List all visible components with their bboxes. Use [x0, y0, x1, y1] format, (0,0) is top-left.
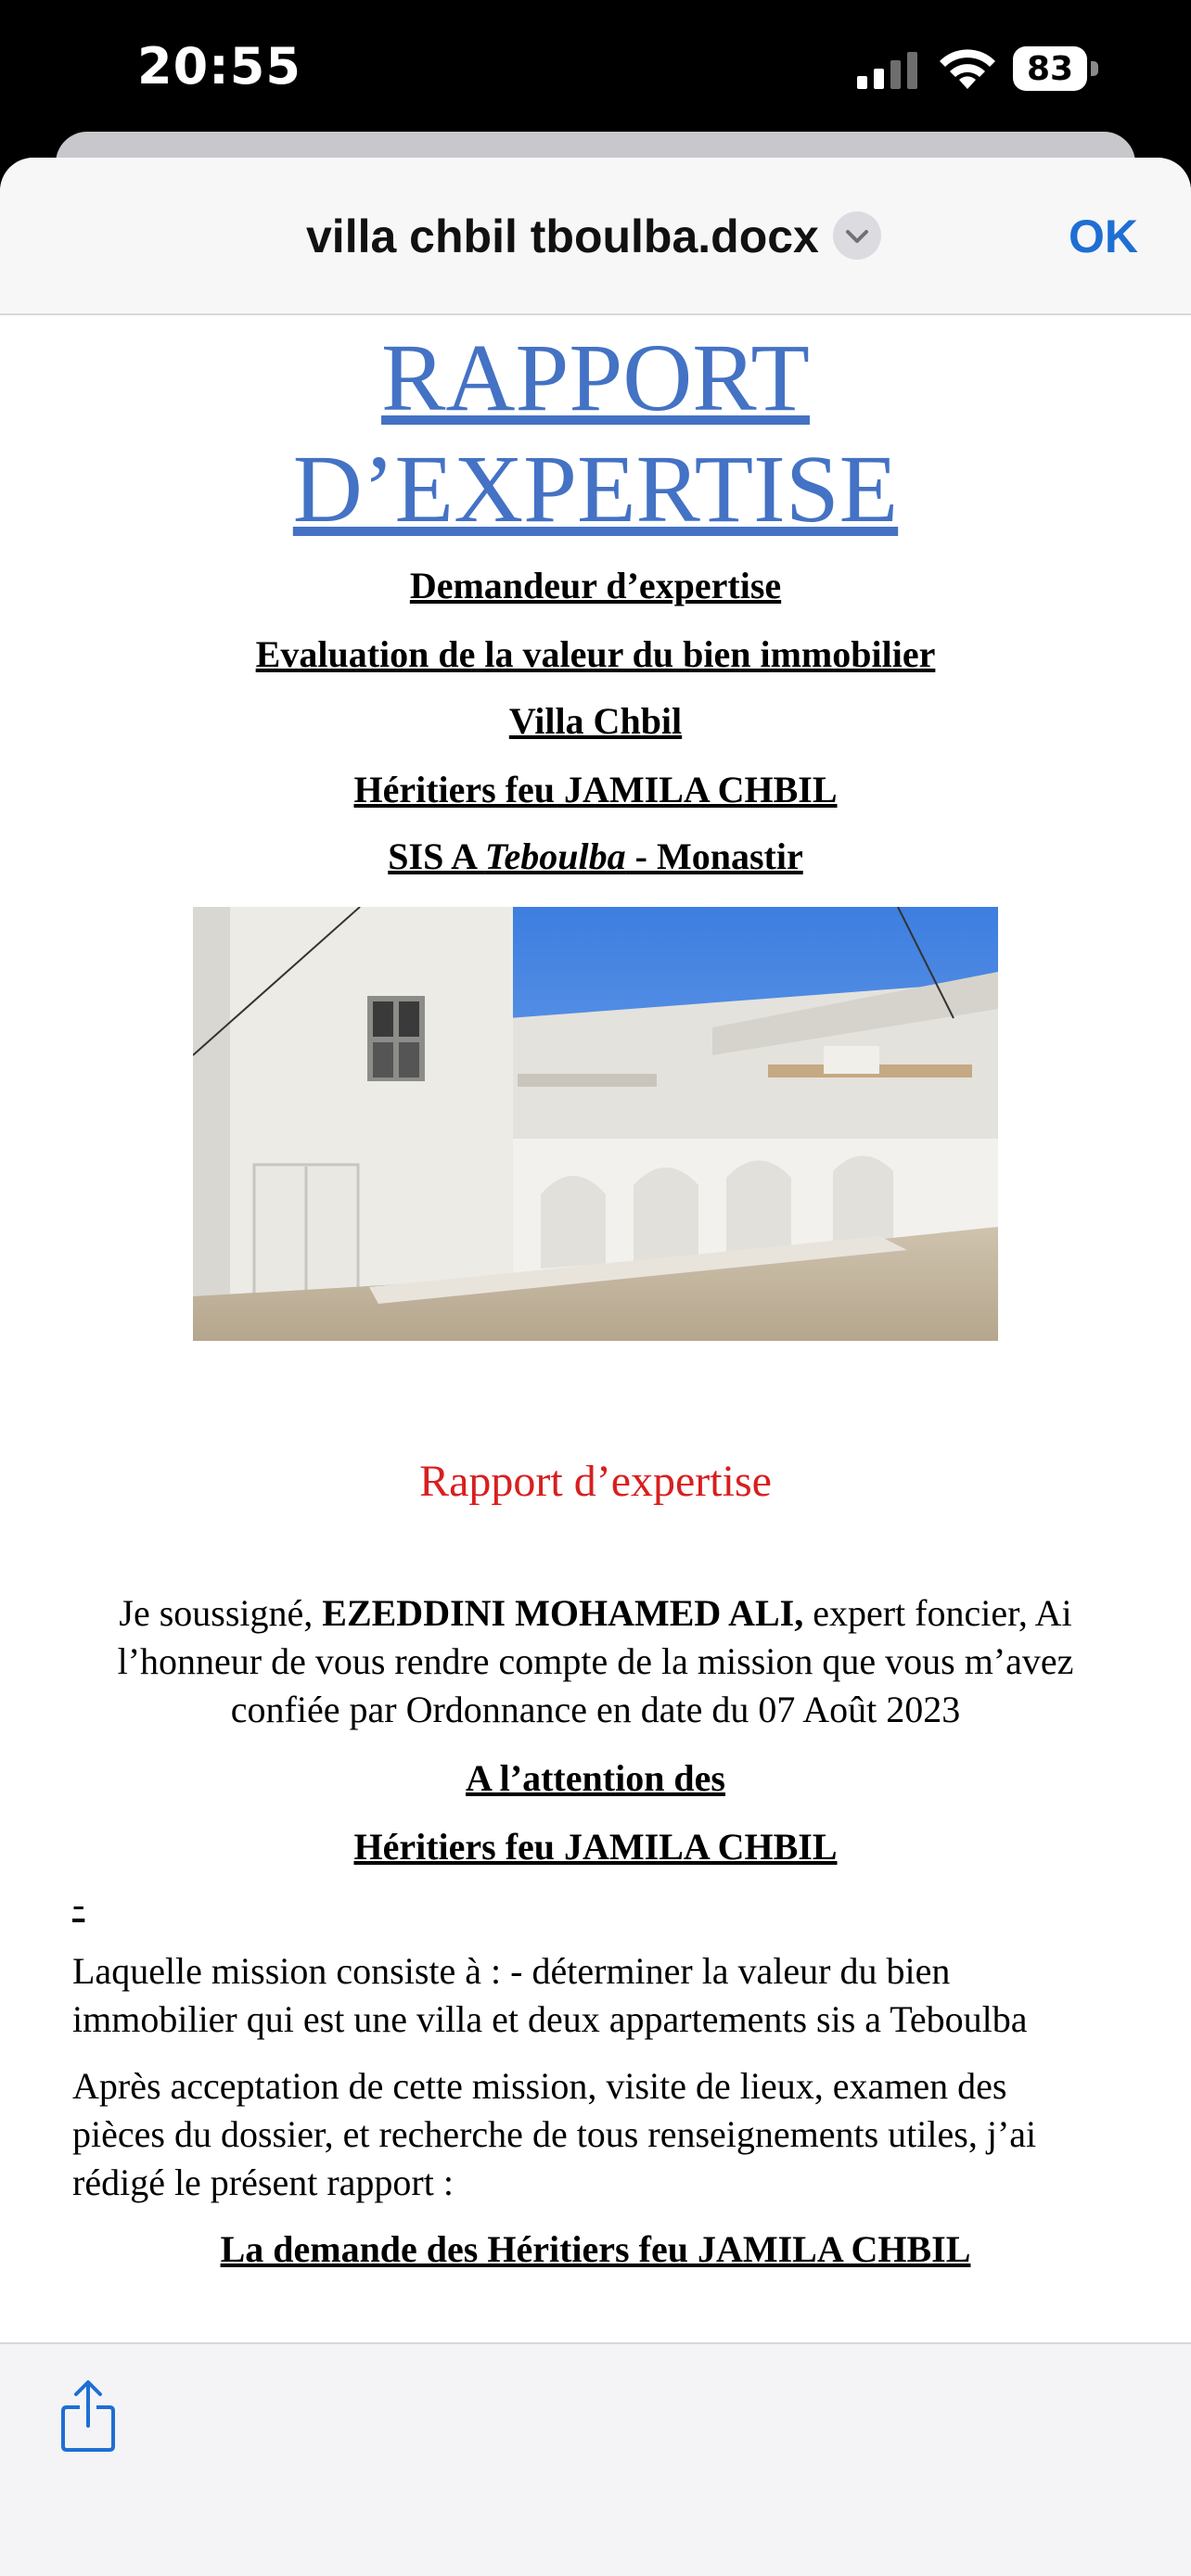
battery-icon	[1013, 46, 1098, 91]
intro-paragraph-line1: Je soussigné, EZEDDINI MOHAMED ALI, expert foncier, Ai	[119, 1592, 1072, 1634]
villa-photo	[193, 907, 998, 1341]
attention-line1: A l’attention des	[466, 1757, 725, 1799]
mission-line1: Laquelle mission consiste à : - déterminer la valeur du bien	[72, 1950, 951, 1992]
report-title-line2: D’EXPERTISE	[292, 436, 899, 542]
request-heading: La demande des Héritiers feu JAMILA CHBIL	[220, 2228, 971, 2270]
location-city: Teboulba	[484, 835, 626, 877]
subtitle-location: SIS A Teboulba - Monastir	[388, 835, 803, 877]
subtitle-requester: Demandeur d’expertise	[409, 565, 782, 606]
chevron-down-icon[interactable]	[833, 211, 881, 260]
intro-paragraph-line2: l’honneur de vous rendre compte de la mission que vous m’avez	[117, 1640, 1074, 1682]
after-line2: pièces du dossier, et recherche de tous renseignements utiles, j’ai	[72, 2113, 1037, 2155]
document-page[interactable]	[0, 315, 1191, 2500]
file-title[interactable]: villa chbil tboulba.docx	[306, 210, 819, 262]
after-line3: rédigé le présent rapport :	[72, 2162, 454, 2203]
subtitle-evaluation: Evaluation de la valeur du bien immobilier	[255, 633, 936, 675]
subtitle-heirs: Héritiers feu JAMILA CHBIL	[353, 769, 838, 810]
status-time: 20:55	[137, 37, 301, 96]
document-viewer-sheet	[0, 158, 1191, 2576]
section-title: Rapport d’expertise	[419, 1457, 772, 1506]
bottom-toolbar	[0, 2342, 1191, 2576]
viewer-header	[0, 158, 1191, 315]
cellular-signal-icon	[857, 52, 918, 89]
expert-name: EZEDDINI MOHAMED ALI,	[322, 1592, 804, 1634]
mission-line2: immobilier qui est une villa et deux appartements sis a Teboulba	[72, 1998, 1028, 2040]
status-bar	[0, 0, 1191, 130]
ok-button[interactable]: OK	[1069, 210, 1138, 262]
report-title-line1: RAPPORT	[381, 325, 810, 431]
intro-paragraph-line3: confiée par Ordonnance en date du 07 Août 2023	[230, 1689, 961, 1730]
after-line1: Après acceptation de cette mission, visite de lieux, examen des	[72, 2065, 1007, 2107]
share-icon[interactable]	[59, 2379, 117, 2454]
subtitle-villa: Villa Chbil	[508, 700, 683, 742]
attention-line2: Héritiers feu JAMILA CHBIL	[353, 1826, 838, 1868]
dash-line: -	[72, 1883, 85, 1925]
battery-level: 83	[1013, 46, 1087, 91]
wifi-icon	[937, 48, 998, 91]
